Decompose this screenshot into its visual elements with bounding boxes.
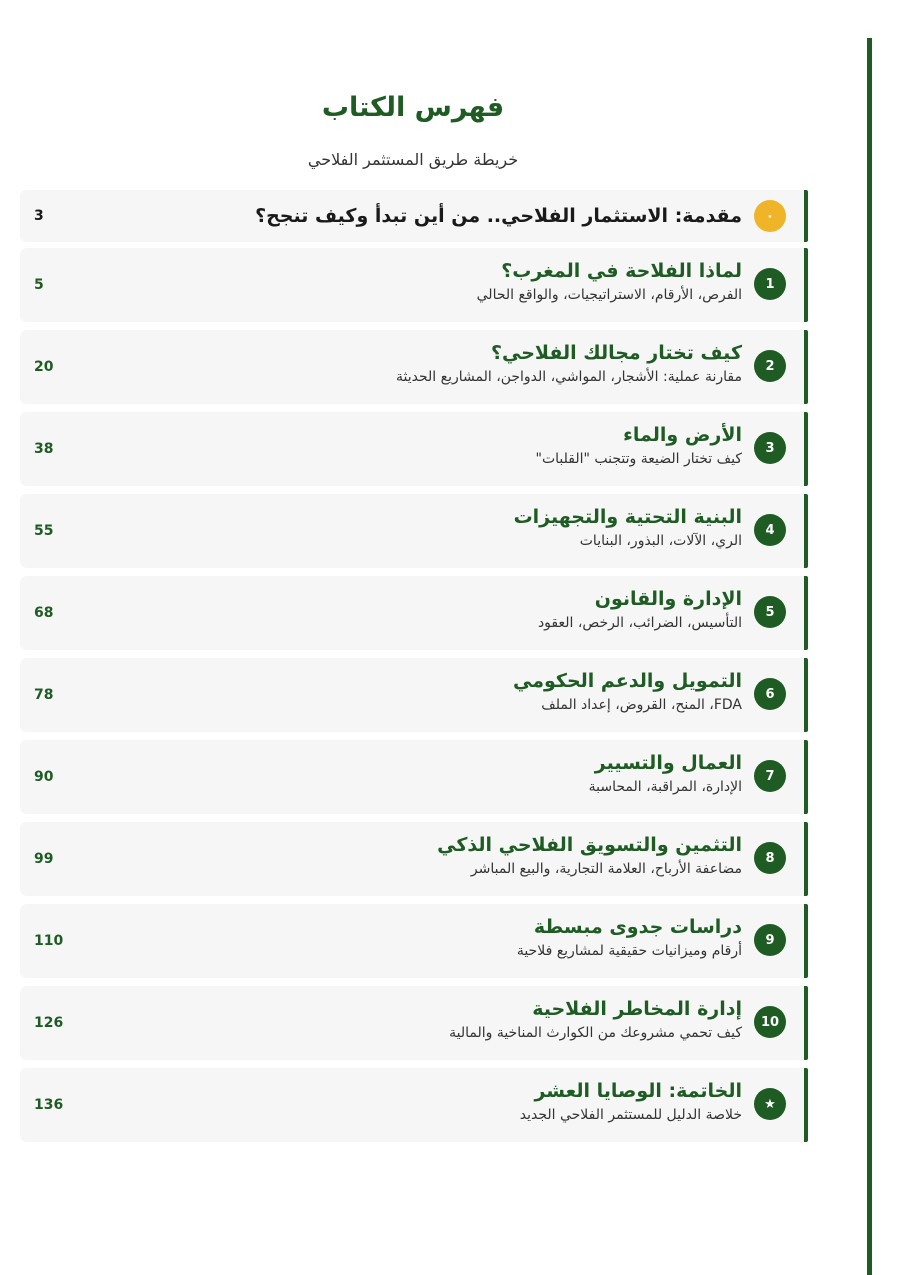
page-title: فهرس الكتاب — [321, 92, 505, 123]
page-number: 78 — [34, 687, 54, 703]
chapter-title: التثمين والتسويق الفلاحي الذكي — [437, 834, 742, 856]
chapter-subtitle: الري، الآلات، البذور، البنايات — [579, 533, 742, 549]
page-number: 5 — [34, 277, 44, 293]
toc-row-6[interactable] — [20, 658, 808, 732]
chapter-texts — [477, 258, 742, 306]
toc-row-1[interactable] — [20, 248, 808, 322]
chapter-title: العمال والتسيير — [594, 752, 742, 774]
page-number: 110 — [34, 933, 64, 949]
chapter-texts — [396, 340, 742, 388]
chapter-badge: 7 — [754, 760, 786, 792]
chapter-subtitle: خلاصة الدليل للمستثمر الفلاحي الجديد — [519, 1107, 742, 1123]
page-number: 136 — [34, 1097, 64, 1113]
chapter-subtitle: كيف تحمي مشروعك من الكوارث المناخية والمالية — [449, 1025, 742, 1041]
page-number: 90 — [34, 769, 54, 785]
page-subtitle: خريطة طريق المستثمر الفلاحي — [307, 150, 519, 169]
chapter-subtitle: الإدارة، المراقبة، المحاسبة — [588, 779, 742, 795]
chapter-texts — [513, 668, 742, 716]
side-rule — [867, 38, 872, 1275]
page-number: 3 — [34, 208, 44, 224]
page-number: 99 — [34, 851, 54, 867]
chapter-badge: 9 — [754, 924, 786, 956]
chapter-badge: 2 — [754, 350, 786, 382]
chapter-title: إدارة المخاطر الفلاحية — [532, 998, 742, 1020]
chapter-title: الأرض والماء — [623, 424, 742, 446]
chapter-badge: 8 — [754, 842, 786, 874]
toc-row-10[interactable] — [20, 986, 808, 1060]
toc-row-intro[interactable] — [20, 190, 808, 242]
chapter-texts — [255, 203, 742, 229]
toc-row-8[interactable] — [20, 822, 808, 896]
chapter-texts — [538, 586, 742, 634]
toc-row-conclusion[interactable] — [20, 1068, 808, 1142]
toc-row-4[interactable] — [20, 494, 808, 568]
chapter-badge: 6 — [754, 678, 786, 710]
chapter-badge: 3 — [754, 432, 786, 464]
chapter-title: كيف تختار مجالك الفلاحي؟ — [490, 342, 742, 364]
table-of-contents — [20, 190, 808, 1150]
chapter-subtitle: مضاعفة الأرباح، العلامة التجارية، والبيع المباشر — [470, 861, 742, 877]
chapter-badge: 1 — [754, 268, 786, 300]
chapter-subtitle: كيف تختار الضيعة وتتجنب "القلبات" — [535, 451, 742, 467]
chapter-title: الإدارة والقانون — [594, 588, 742, 610]
toc-row-3[interactable] — [20, 412, 808, 486]
chapter-badge: ٠ — [754, 200, 786, 232]
page-number: 20 — [34, 359, 54, 375]
chapter-badge: 5 — [754, 596, 786, 628]
chapter-texts — [514, 504, 742, 552]
toc-row-5[interactable] — [20, 576, 808, 650]
chapter-texts — [520, 1078, 742, 1126]
chapter-subtitle: FDA، المنح، القروض، إعداد الملف — [541, 697, 742, 713]
page-number: 68 — [34, 605, 54, 621]
chapter-subtitle: مقارنة عملية: الأشجار، المواشي، الدواجن، المشاريع الحديثة — [396, 369, 742, 385]
chapter-texts — [437, 832, 742, 880]
star-icon: ★ — [754, 1088, 786, 1120]
chapter-title: مقدمة: الاستثمار الفلاحي.. من أين تبدأ وكيف تنجح؟ — [255, 205, 742, 227]
toc-row-2[interactable] — [20, 330, 808, 404]
chapter-texts — [449, 996, 742, 1044]
page-number: 126 — [34, 1015, 64, 1031]
chapter-subtitle: أرقام وميزانيات حقيقية لمشاريع فلاحية — [516, 943, 742, 959]
chapter-title: دراسات جدوى مبسطة — [533, 916, 742, 938]
page-number: 55 — [34, 523, 54, 539]
chapter-badge: 10 — [754, 1006, 786, 1038]
chapter-texts — [589, 750, 742, 798]
chapter-texts — [517, 914, 742, 962]
toc-row-7[interactable] — [20, 740, 808, 814]
toc-row-9[interactable] — [20, 904, 808, 978]
page-number: 38 — [34, 441, 54, 457]
chapter-title: الخاتمة: الوصايا العشر — [534, 1080, 742, 1102]
chapter-title: لماذا الفلاحة في المغرب؟ — [501, 260, 742, 282]
chapter-title: البنية التحتية والتجهيزات — [513, 506, 742, 528]
chapter-badge: 4 — [754, 514, 786, 546]
chapter-subtitle: التأسيس، الضرائب، الرخص، العقود — [537, 615, 742, 631]
chapter-title: التمويل والدعم الحكومي — [513, 670, 742, 692]
chapter-subtitle: الفرص، الأرقام، الاستراتيجيات، والواقع الحالي — [476, 287, 742, 303]
chapter-texts — [536, 422, 742, 470]
